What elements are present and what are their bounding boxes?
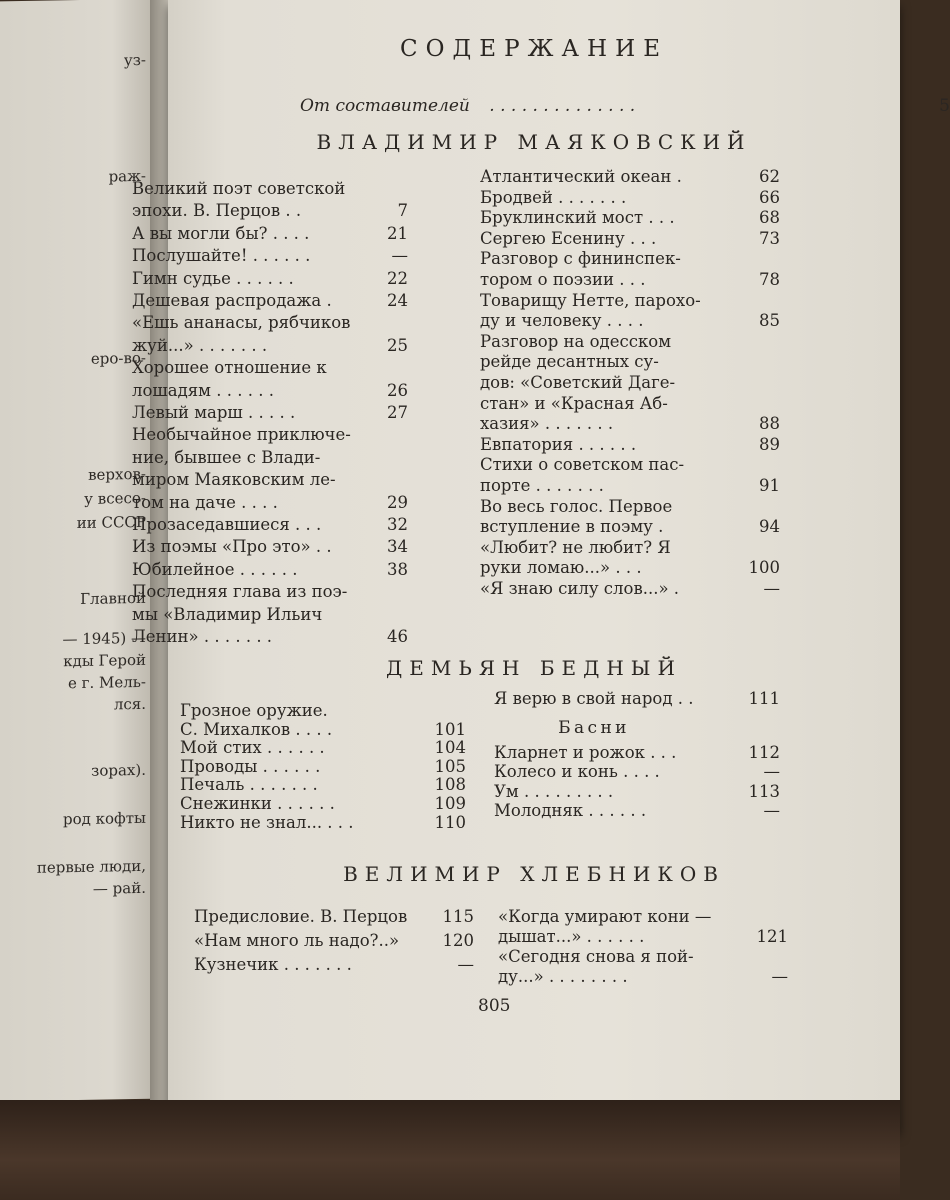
- entry-page: 26: [387, 380, 408, 400]
- entry-page: —: [391, 246, 408, 266]
- entry-title: Кузнечик . . . . . . .: [194, 955, 352, 974]
- entry-title: Левый марш . . . . .: [132, 403, 296, 422]
- left-page-text-fragment: лся.: [113, 694, 146, 714]
- entry-title: Во весь голос. Первое: [480, 496, 673, 516]
- entry-title: мы «Владимир Ильич: [132, 604, 323, 624]
- toc-entry: [132, 604, 408, 625]
- entry-title: руки ломаю...» . . .: [480, 558, 642, 578]
- entry-page: —: [763, 762, 780, 782]
- toc-entry: [132, 424, 408, 445]
- entry-title: «Нам много ль надо?..»: [194, 931, 400, 950]
- toc-entry: [132, 559, 408, 580]
- toc-entry: [494, 761, 780, 782]
- toc-entry: [480, 557, 780, 578]
- toc-entry: [132, 581, 408, 602]
- entry-page: 94: [759, 517, 780, 537]
- left-page-text-fragment: ии СССР: [76, 512, 146, 533]
- entry-page: 113: [748, 781, 780, 801]
- entry-title: эпохи. В. Перцов . .: [132, 201, 302, 221]
- entry-title: Разговор на одесском: [480, 331, 672, 351]
- entry-page: 88: [759, 414, 780, 434]
- entry-title: лошадям . . . . . .: [132, 380, 274, 400]
- left-page-text-fragment: — рай.: [92, 878, 146, 898]
- toc-entry: [194, 930, 474, 951]
- entry-title: Необычайное приключе-: [132, 425, 351, 445]
- entry-page: 34: [387, 537, 408, 557]
- entry-title: Предисловие. В. Перцов: [194, 907, 408, 926]
- left-page-text-fragment: раж-: [108, 166, 146, 186]
- toc-entry: [480, 393, 780, 414]
- toc-entry: [132, 178, 408, 199]
- entry-page: 91: [759, 476, 780, 495]
- entry-page: 46: [387, 627, 408, 646]
- entry-title: Бродвей . . . . . . .: [480, 187, 627, 207]
- toc-entry: [132, 536, 408, 557]
- section-heading-bedny: ДЕМЬЯН БЕДНЫЙ: [386, 656, 682, 680]
- left-page-text-fragment: первые люди,: [36, 856, 146, 877]
- toc-entry: [132, 492, 408, 513]
- left-page-text-fragment: у всесо-: [84, 488, 146, 508]
- entry-page: —: [771, 967, 788, 986]
- desk-surface: [0, 1100, 900, 1200]
- left-page-text-fragment: еро-во-: [90, 348, 146, 368]
- toc-entry: [480, 475, 780, 496]
- entry-page: —: [457, 955, 474, 974]
- entry-title: Ум . . . . . . . . .: [494, 781, 614, 801]
- entry-title: Снежинки . . . . . .: [180, 794, 335, 813]
- toc-entry: [132, 626, 408, 647]
- entry-title: Великий поэт советской: [132, 179, 346, 198]
- entry-title: Ленин» . . . . . . .: [132, 627, 273, 646]
- entry-title: Грозное оружие.: [180, 701, 328, 720]
- entry-page: 108: [434, 775, 466, 795]
- intro-page: 5: [939, 96, 950, 116]
- toc-entry: [132, 245, 408, 266]
- entry-page: 85: [759, 311, 780, 331]
- entry-title: С. Михалков . . . .: [180, 719, 333, 739]
- entry-title: «Сегодня снова я пой-: [498, 947, 694, 966]
- entry-title: Сергею Есенину . . .: [480, 228, 657, 248]
- toc-entry: [480, 351, 780, 372]
- toc-entry: [480, 434, 780, 455]
- entry-page: 104: [434, 738, 466, 758]
- left-page-text-fragment: зорах).: [91, 760, 146, 780]
- left-page-text-fragment: верхов-: [88, 464, 146, 484]
- subheading-basni: Басни: [558, 718, 630, 738]
- toc-entry: [480, 578, 780, 599]
- toc-entry: [480, 269, 780, 290]
- toc-entry: [194, 954, 474, 975]
- entry-page: 120: [442, 931, 474, 950]
- toc-entry: [480, 413, 780, 434]
- toc-entry: [498, 966, 788, 987]
- intro-entry: [300, 96, 950, 116]
- entry-title: Молодняк . . . . . .: [494, 801, 647, 821]
- toc-entry: [132, 402, 408, 423]
- entry-title: Атлантический океан .: [480, 167, 682, 186]
- page-number: 805: [478, 996, 511, 1016]
- entry-title: Колесо и конь . . . .: [494, 762, 660, 782]
- entry-title: хазия» . . . . . . .: [480, 414, 614, 434]
- intro-dots: . . . . . . . . . . . . . .: [489, 96, 636, 116]
- entry-page: 68: [759, 208, 780, 228]
- entry-title: ние, бывшее с Влади-: [132, 447, 321, 467]
- toc-entry: [480, 454, 780, 475]
- toc-entry: [480, 248, 780, 269]
- toc-entry: [494, 800, 780, 821]
- entry-title: Гимн судье . . . . . .: [132, 268, 294, 288]
- entry-title: Кларнет и рожок . . .: [494, 743, 677, 762]
- toc-entry: [498, 946, 788, 967]
- entry-title: Из поэмы «Про это» . .: [132, 537, 332, 557]
- left-page-text-fragment: кды Герой: [63, 650, 146, 671]
- entry-title: ду и человеку . . . .: [480, 311, 644, 331]
- entry-page: 7: [397, 201, 408, 221]
- entry-page: 22: [387, 268, 408, 288]
- entry-page: 29: [387, 492, 408, 512]
- entry-title: Евпатория . . . . . .: [480, 434, 637, 454]
- section-heading-khlebnikov: ВЕЛИМИР ХЛЕБНИКОВ: [343, 862, 725, 886]
- left-page-text-fragment: е г. Мель-: [67, 672, 146, 693]
- toc-entry: [480, 207, 780, 228]
- toc-entry: [132, 268, 408, 289]
- section-heading-mayakovsky: ВЛАДИМИР МАЯКОВСКИЙ: [316, 130, 752, 154]
- entry-page: 100: [748, 558, 780, 578]
- entry-page: 101: [434, 719, 466, 739]
- toc-entry: [132, 223, 408, 244]
- entry-page: 115: [442, 907, 474, 926]
- entry-page: 27: [387, 403, 408, 422]
- entry-page: 110: [434, 812, 466, 832]
- toc-entry: [480, 331, 780, 352]
- toc-entry: [132, 290, 408, 311]
- entry-page: 66: [759, 187, 780, 207]
- toc-entry: [494, 688, 780, 709]
- entry-page: 38: [387, 559, 408, 579]
- toc-entry: [480, 496, 780, 517]
- toc-entry: [494, 742, 780, 763]
- entry-title: Печаль . . . . . . .: [180, 775, 318, 795]
- toc-entry: [132, 380, 408, 401]
- entry-page: 73: [759, 228, 780, 248]
- toc-entry: [480, 310, 780, 331]
- entry-title: Мой стих . . . . . .: [180, 738, 325, 758]
- toc-entry: [480, 516, 780, 537]
- entry-page: 112: [748, 743, 780, 762]
- toc-entry: [498, 926, 788, 947]
- entry-title: тором о поэзии . . .: [480, 270, 646, 289]
- entry-title: порте . . . . . . .: [480, 476, 604, 495]
- entry-title: Товарищу Нетте, парохо-: [480, 290, 701, 310]
- entry-title: «Я знаю силу слов...» .: [480, 579, 680, 598]
- entry-page: 78: [759, 270, 780, 289]
- entry-title: стан» и «Красная Аб-: [480, 393, 668, 413]
- entry-page: 21: [387, 223, 408, 243]
- entry-page: —: [763, 579, 780, 598]
- entry-page: 105: [434, 756, 466, 776]
- toc-entry: [132, 200, 408, 221]
- entry-title: Юбилейное . . . . . .: [132, 559, 298, 579]
- toc-entry: [494, 781, 780, 802]
- entry-page: 62: [759, 167, 780, 186]
- contents-page: [132, 0, 950, 1130]
- entry-title: дышат...» . . . . . .: [498, 927, 645, 946]
- left-page-text-fragment: Главной: [80, 588, 146, 608]
- entry-title: А вы могли бы? . . . .: [132, 223, 310, 243]
- toc-entry: [480, 372, 780, 393]
- entry-title: вступление в поэму .: [480, 517, 664, 537]
- toc-entry: [132, 357, 408, 378]
- toc-entry: [480, 187, 780, 208]
- entry-page: 111: [748, 689, 780, 708]
- page-title: СОДЕРЖАНИЕ: [399, 36, 669, 62]
- entry-title: миром Маяковским ле-: [132, 470, 336, 490]
- toc-entry: [194, 906, 474, 927]
- entry-title: «Любит? не любит? Я: [480, 537, 671, 557]
- entry-title: Бруклинский мост . . .: [480, 208, 675, 228]
- entry-title: том на даче . . . .: [132, 492, 278, 512]
- entry-title: Дешевая распродажа .: [132, 291, 332, 310]
- toc-entry: [480, 290, 780, 311]
- toc-entry: [132, 514, 408, 535]
- entry-title: ду...» . . . . . . . .: [498, 967, 628, 986]
- toc-entry: [480, 166, 780, 187]
- left-page-text-fragment: уз-: [123, 50, 146, 70]
- entry-title: рейде десантных су-: [480, 352, 659, 372]
- left-page-fragments: [0, 0, 160, 898]
- entry-title: Прозаседавшиеся . . .: [132, 515, 322, 534]
- entry-title: Никто не знал... . . .: [180, 812, 354, 832]
- entry-title: дов: «Советский Даге-: [480, 373, 676, 392]
- toc-entry: [132, 469, 408, 490]
- toc-entry: [498, 906, 788, 927]
- entry-title: Стихи о советском пас-: [480, 455, 685, 475]
- left-page-text-fragment: род кофты: [62, 808, 146, 829]
- toc-entry: [132, 312, 408, 333]
- entry-page: 121: [756, 927, 788, 946]
- toc-entry: [132, 335, 408, 356]
- entry-page: 24: [387, 291, 408, 310]
- entry-title: «Ешь ананасы, рябчиков: [132, 313, 351, 333]
- toc-entry: [180, 812, 466, 833]
- entry-page: 89: [759, 434, 780, 454]
- left-page-text-fragment: — 1945) —: [62, 628, 146, 649]
- entry-page: 25: [387, 335, 408, 355]
- entry-title: Послушайте! . . . . . .: [132, 246, 311, 266]
- toc-entry: [480, 537, 780, 558]
- entry-title: жуй...» . . . . . . .: [132, 335, 268, 355]
- entry-title: «Когда умирают кони —: [498, 907, 712, 926]
- entry-title: Я верю в свой народ . .: [494, 689, 694, 708]
- toc-entry: [480, 228, 780, 249]
- entry-title: Разговор с фининспек-: [480, 249, 681, 269]
- intro-label: От составителей: [300, 96, 470, 116]
- entry-title: Проводы . . . . . .: [180, 756, 321, 776]
- toc-entry: [132, 447, 408, 468]
- entry-title: Последняя глава из поэ-: [132, 582, 348, 602]
- entry-page: 109: [434, 794, 466, 813]
- entry-page: —: [763, 801, 780, 821]
- entry-page: 32: [387, 515, 408, 534]
- entry-title: Хорошее отношение к: [132, 358, 327, 378]
